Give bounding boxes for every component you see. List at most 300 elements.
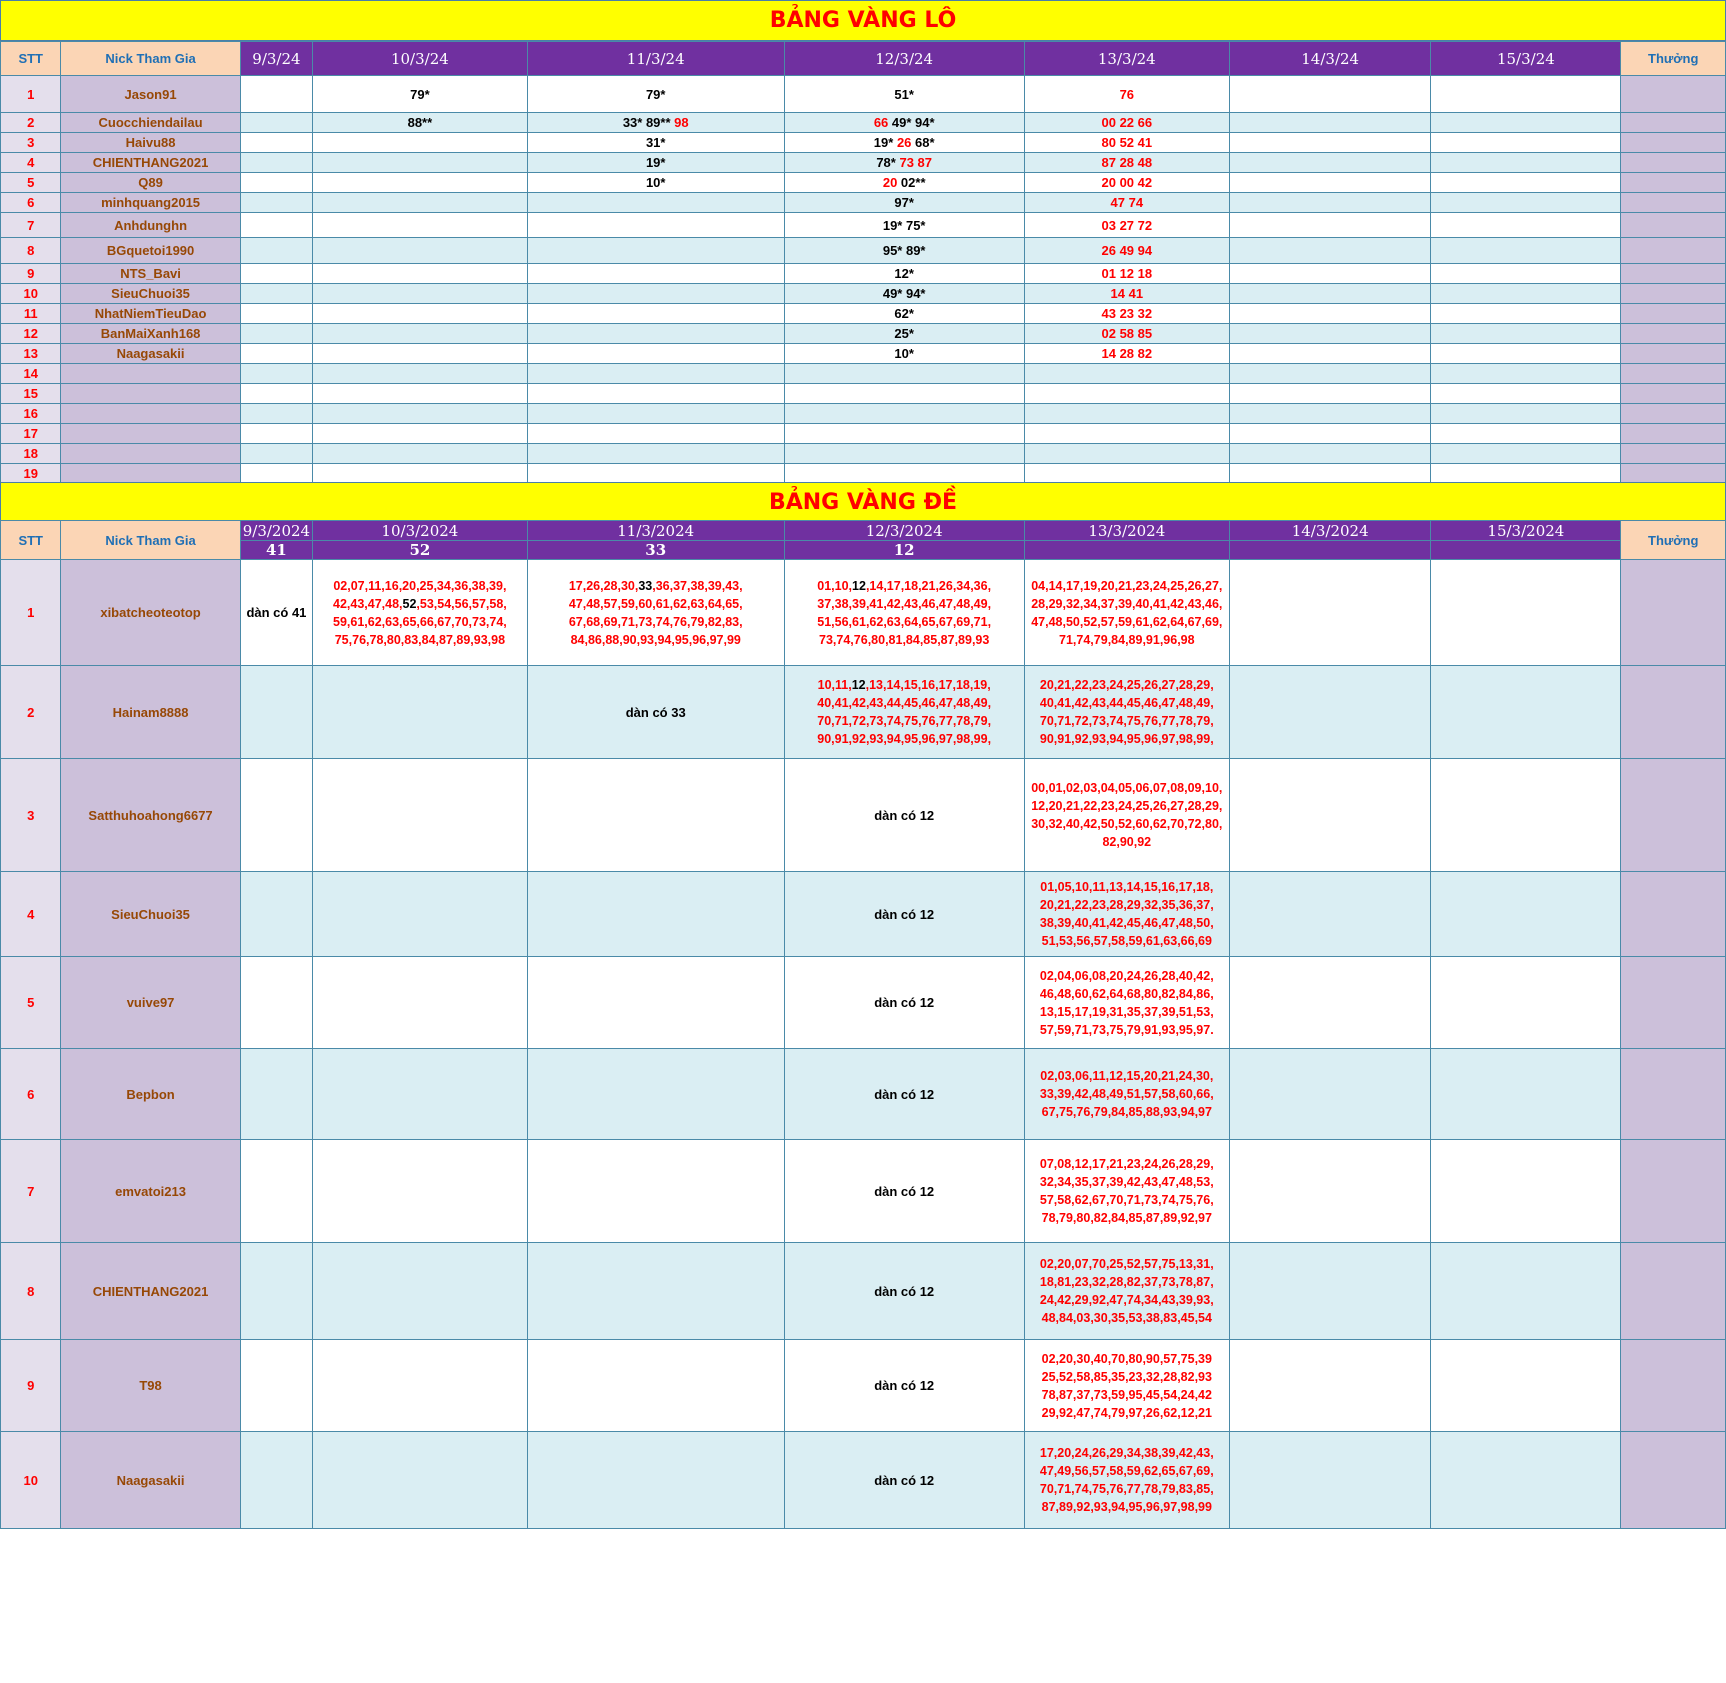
pick-cell xyxy=(313,238,527,264)
number-list xyxy=(785,577,1024,649)
table-row xyxy=(1,560,1726,666)
pick-number: 80 52 41 xyxy=(1101,135,1153,150)
pick-cell xyxy=(240,1243,313,1340)
date-header: 9/3/2024 xyxy=(240,521,313,541)
pick-cell xyxy=(1024,957,1230,1049)
pick-number: 42,43,47,48, xyxy=(333,596,403,611)
pick-cell xyxy=(1431,344,1621,364)
pick-cell xyxy=(784,1243,1024,1340)
pick-number: 47,48,50,52,57,59,61,62,64,67,69, xyxy=(1031,614,1223,629)
pick-cell xyxy=(1230,364,1431,384)
pick-number: 49* 94* xyxy=(882,286,926,301)
reward-cell xyxy=(1621,404,1726,424)
pick-cell xyxy=(240,872,313,957)
pick-number: 02 58 85 xyxy=(1101,326,1153,341)
number-line xyxy=(1029,676,1226,694)
pick-cell xyxy=(240,759,313,872)
nick-cell: Jason91 xyxy=(61,76,240,113)
pick-number: 48,84,03,30,35,53,38,83,45,54 xyxy=(1041,1311,1212,1325)
pick-cell xyxy=(527,76,784,113)
pick-cell xyxy=(1431,76,1621,113)
pick-number: 51,53,56,57,58,59,61,63,66,69 xyxy=(1041,934,1212,948)
pick-number: 40,41,42,43,44,45,46,47,48,49, xyxy=(1039,696,1214,710)
pick-number: 02,20,07,70,25,52,57,75,13,31, xyxy=(1039,1257,1214,1271)
row-number: 7 xyxy=(1,213,61,238)
number-line xyxy=(789,676,1020,694)
pick-number: 02** xyxy=(900,175,926,190)
pick-number: 04,14,17,19,20,21,23,24,25,26,27, xyxy=(1031,578,1223,593)
pick-number: 01,10, xyxy=(817,578,853,593)
pick-number: 68* xyxy=(915,135,935,150)
date-header: 14/3/24 xyxy=(1230,42,1431,76)
pick-number: 31* xyxy=(645,135,666,150)
number-list xyxy=(1025,577,1230,649)
pick-cell xyxy=(1024,1140,1230,1243)
pick-cell xyxy=(1431,284,1621,304)
pick-cell xyxy=(1431,113,1621,133)
row-number: 5 xyxy=(1,173,61,193)
row-number: 8 xyxy=(1,238,61,264)
pick-cell xyxy=(527,666,784,759)
reward-cell xyxy=(1621,666,1726,759)
pick-cell xyxy=(313,1340,527,1432)
pick-cell xyxy=(240,404,313,424)
pick-number: 37,38,39,41,42,43,46,47,48,49, xyxy=(817,596,992,611)
pick-cell xyxy=(240,133,313,153)
pick-number: ,13,14,15,16,17,18,19, xyxy=(865,678,991,692)
pick-cell xyxy=(1431,213,1621,238)
reward-cell xyxy=(1621,133,1726,153)
dan-label: dàn có 12 xyxy=(874,1183,935,1199)
pick-cell xyxy=(313,153,527,173)
pick-number: 76 xyxy=(1119,86,1135,102)
nick-cell: CHIENTHANG2021 xyxy=(61,1243,240,1340)
nick-cell: Haivu88 xyxy=(61,133,240,153)
pick-cell xyxy=(784,173,1024,193)
pick-cell xyxy=(527,759,784,872)
de-title: BẢNG VÀNG ĐỀ xyxy=(0,482,1726,523)
pick-cell xyxy=(1024,560,1230,666)
reward-cell xyxy=(1621,324,1726,344)
pick-cell xyxy=(1230,304,1431,324)
pick-number: 70,71,74,75,76,77,78,79,83,85, xyxy=(1039,1482,1214,1496)
pick-cell xyxy=(1431,304,1621,324)
pick-cell xyxy=(313,1049,527,1140)
number-list xyxy=(528,577,784,649)
nick-cell: Naagasakii xyxy=(61,1432,240,1529)
table-row xyxy=(1,173,1726,193)
number-line xyxy=(1029,797,1226,815)
pick-cell xyxy=(527,957,784,1049)
pick-cell xyxy=(1431,153,1621,173)
pick-cell xyxy=(784,284,1024,304)
pick-cell xyxy=(1024,284,1230,304)
pick-number: 78* xyxy=(876,155,900,170)
pick-cell xyxy=(1024,193,1230,213)
number-line xyxy=(1029,613,1226,631)
pick-cell xyxy=(240,957,313,1049)
dan-label: dàn có 12 xyxy=(874,1472,935,1488)
date-header: 15/3/24 xyxy=(1431,42,1621,76)
nick-cell xyxy=(61,464,240,484)
pick-number: 57,59,71,73,75,79,91,93,95,97. xyxy=(1039,1022,1214,1037)
result-number: 41 xyxy=(240,541,313,560)
pick-number: 70,71,72,73,74,75,76,77,78,79, xyxy=(1039,714,1214,728)
number-line xyxy=(532,631,780,649)
pick-cell xyxy=(313,173,527,193)
pick-cell xyxy=(1431,1432,1621,1529)
row-number: 15 xyxy=(1,384,61,404)
pick-cell xyxy=(784,264,1024,284)
pick-cell xyxy=(1230,404,1431,424)
pick-cell xyxy=(1024,304,1230,324)
pick-cell xyxy=(784,464,1024,484)
number-list xyxy=(1025,1255,1230,1327)
pick-cell xyxy=(313,344,527,364)
table-row xyxy=(1,153,1726,173)
pick-cell xyxy=(784,113,1024,133)
pick-cell xyxy=(1230,666,1431,759)
pick-number: 19* xyxy=(645,155,666,170)
row-number: 11 xyxy=(1,304,61,324)
pick-cell xyxy=(313,424,527,444)
pick-cell xyxy=(1230,264,1431,284)
nick-cell: BGquetoi1990 xyxy=(61,238,240,264)
number-line xyxy=(789,730,1020,748)
pick-cell xyxy=(1024,666,1230,759)
pick-cell xyxy=(1230,284,1431,304)
pick-number: 12,20,21,22,23,24,25,26,27,28,29, xyxy=(1031,799,1223,813)
pick-number: 01,05,10,11,13,14,15,16,17,18, xyxy=(1040,880,1214,894)
pick-cell xyxy=(1230,424,1431,444)
pick-cell xyxy=(1024,133,1230,153)
pick-number: 67,75,76,79,84,85,88,93,94,97 xyxy=(1041,1105,1212,1119)
number-line xyxy=(1029,878,1226,896)
pick-cell xyxy=(527,560,784,666)
dan-label: dàn có 12 xyxy=(874,1086,935,1102)
pick-cell xyxy=(1230,957,1431,1049)
number-line xyxy=(317,595,522,613)
row-number: 8 xyxy=(1,1243,61,1340)
number-line xyxy=(1029,1480,1226,1498)
reward-cell xyxy=(1621,957,1726,1049)
reward-cell xyxy=(1621,560,1726,666)
pick-cell xyxy=(1230,238,1431,264)
reward-cell xyxy=(1621,364,1726,384)
row-number: 1 xyxy=(1,76,61,113)
pick-cell xyxy=(313,264,527,284)
pick-cell xyxy=(784,424,1024,444)
nick-cell: NTS_Bavi xyxy=(61,264,240,284)
pick-cell xyxy=(240,284,313,304)
reward-cell xyxy=(1621,1340,1726,1432)
table-row xyxy=(1,1049,1726,1140)
pick-cell xyxy=(784,344,1024,364)
pick-number: 14 41 xyxy=(1110,286,1144,301)
number-line xyxy=(789,577,1020,595)
pick-number: 29,92,47,74,79,97,26,62,12,21 xyxy=(1041,1405,1212,1420)
number-line xyxy=(1029,914,1226,932)
pick-number: 40,41,42,43,44,45,46,47,48,49, xyxy=(817,696,992,710)
pick-number: 79* xyxy=(410,86,430,102)
number-line xyxy=(1029,1444,1226,1462)
table-row xyxy=(1,264,1726,284)
date-header: 10/3/24 xyxy=(313,42,527,76)
pick-cell xyxy=(784,384,1024,404)
pick-number: 78,79,80,82,84,85,87,89,92,97 xyxy=(1041,1211,1212,1225)
number-line xyxy=(1029,1155,1226,1173)
date-header: 11/3/2024 xyxy=(527,521,784,541)
row-number: 7 xyxy=(1,1140,61,1243)
pick-cell xyxy=(313,304,527,324)
pick-number: 75,76,78,80,83,84,87,89,93,98 xyxy=(334,632,506,647)
row-number: 4 xyxy=(1,872,61,957)
pick-cell xyxy=(1230,153,1431,173)
row-number: 1 xyxy=(1,560,61,666)
pick-cell xyxy=(1024,364,1230,384)
pick-cell xyxy=(1230,1049,1431,1140)
table-row xyxy=(1,284,1726,304)
pick-cell xyxy=(527,284,784,304)
reward-cell xyxy=(1621,1049,1726,1140)
pick-cell xyxy=(1431,133,1621,153)
pick-cell xyxy=(240,76,313,113)
pick-cell xyxy=(313,213,527,238)
pick-cell xyxy=(240,113,313,133)
pick-cell xyxy=(313,76,527,113)
pick-cell xyxy=(313,1432,527,1529)
pick-cell xyxy=(527,344,784,364)
reward-cell xyxy=(1621,1140,1726,1243)
number-line xyxy=(1029,779,1226,797)
pick-cell xyxy=(1230,1243,1431,1340)
pick-cell xyxy=(784,133,1024,153)
number-list xyxy=(313,577,526,649)
pick-cell xyxy=(784,324,1024,344)
pick-cell xyxy=(313,444,527,464)
pick-cell xyxy=(1024,404,1230,424)
date-header: 14/3/2024 xyxy=(1230,521,1431,541)
number-line xyxy=(1029,1085,1226,1103)
pick-cell xyxy=(240,444,313,464)
number-line xyxy=(1029,1386,1226,1404)
pick-cell xyxy=(240,364,313,384)
number-line xyxy=(1029,1003,1226,1021)
number-line xyxy=(1029,1309,1226,1327)
pick-cell xyxy=(240,424,313,444)
nick-cell xyxy=(61,404,240,424)
number-line xyxy=(1029,967,1226,985)
pick-cell xyxy=(1230,113,1431,133)
pick-cell xyxy=(1431,759,1621,872)
row-number: 12 xyxy=(1,324,61,344)
row-number: 6 xyxy=(1,193,61,213)
row-number: 5 xyxy=(1,957,61,1049)
number-line xyxy=(317,613,522,631)
pick-number: 33* 89** xyxy=(622,115,675,130)
pick-cell xyxy=(240,560,313,666)
pick-cell xyxy=(1431,173,1621,193)
reward-cell xyxy=(1621,213,1726,238)
number-list xyxy=(1025,1444,1230,1516)
de-result-row xyxy=(1,541,1726,560)
pick-cell xyxy=(240,304,313,324)
pick-number: 20 xyxy=(882,175,901,190)
pick-number: 87 28 48 xyxy=(1101,155,1153,170)
pick-cell xyxy=(1431,384,1621,404)
pick-cell xyxy=(1024,759,1230,872)
result-number: 52 xyxy=(313,541,527,560)
pick-number: 51* xyxy=(894,86,914,102)
number-line xyxy=(789,631,1020,649)
number-list xyxy=(785,676,1024,748)
pick-cell xyxy=(1024,76,1230,113)
number-list xyxy=(1025,1155,1230,1227)
reward-cell xyxy=(1621,464,1726,484)
pick-cell xyxy=(313,324,527,344)
pick-cell xyxy=(313,404,527,424)
nick-cell: emvatoi213 xyxy=(61,1140,240,1243)
pick-cell xyxy=(527,384,784,404)
pick-cell xyxy=(1230,1140,1431,1243)
table-row xyxy=(1,213,1726,238)
pick-number: 97* xyxy=(894,195,914,210)
pick-cell xyxy=(1431,193,1621,213)
number-line xyxy=(1029,1404,1226,1422)
pick-number: 12 xyxy=(852,578,866,593)
pick-number: 12* xyxy=(894,266,914,281)
de-header-row xyxy=(1,521,1726,541)
pick-number: 87,89,92,93,94,95,96,97,98,99 xyxy=(1041,1500,1212,1514)
pick-cell xyxy=(1024,213,1230,238)
pick-number: 10,11, xyxy=(817,678,852,692)
pick-number: 73 87 xyxy=(899,155,933,170)
pick-cell xyxy=(313,560,527,666)
de-table xyxy=(0,520,1726,1529)
pick-number: 73,74,76,80,81,84,85,87,89,93 xyxy=(819,632,990,647)
pick-number: ,36,37,38,39,43, xyxy=(652,578,743,593)
pick-number: 00 22 66 xyxy=(1101,115,1153,130)
pick-number: 02,20,30,40,70,80,90,57,75,39 xyxy=(1041,1351,1212,1366)
pick-number: 10* xyxy=(894,346,914,361)
pick-cell xyxy=(1431,1243,1621,1340)
pick-cell xyxy=(1431,872,1621,957)
nick-cell xyxy=(61,424,240,444)
nick-cell: T98 xyxy=(61,1340,240,1432)
pick-number: 57,58,62,67,70,71,73,74,75,76, xyxy=(1039,1193,1214,1207)
stt-header: STT xyxy=(1,42,61,76)
pick-cell xyxy=(240,193,313,213)
table-row xyxy=(1,238,1726,264)
pick-cell xyxy=(240,384,313,404)
pick-cell xyxy=(313,759,527,872)
dan-label: dàn có 41 xyxy=(246,605,307,620)
result-number: 12 xyxy=(784,541,1024,560)
pick-cell xyxy=(240,464,313,484)
pick-cell xyxy=(313,666,527,759)
reward-cell xyxy=(1621,1432,1726,1529)
reward-cell xyxy=(1621,872,1726,957)
pick-cell xyxy=(1230,560,1431,666)
pick-cell xyxy=(1024,264,1230,284)
table-row xyxy=(1,464,1726,484)
pick-number: 20,21,22,23,28,29,32,35,36,37, xyxy=(1039,898,1214,912)
row-number: 2 xyxy=(1,666,61,759)
pick-number: 49* 94* xyxy=(891,115,935,130)
nick-header: Nick Tham Gia xyxy=(61,42,240,76)
number-line xyxy=(532,613,780,631)
row-number: 18 xyxy=(1,444,61,464)
pick-number: 12 xyxy=(851,678,866,692)
reward-cell xyxy=(1621,284,1726,304)
nick-cell xyxy=(61,384,240,404)
pick-cell xyxy=(1431,238,1621,264)
number-line xyxy=(1029,1498,1226,1516)
pick-cell xyxy=(527,1340,784,1432)
pick-cell xyxy=(240,153,313,173)
pick-cell xyxy=(1024,344,1230,364)
pick-cell xyxy=(784,193,1024,213)
pick-cell xyxy=(527,364,784,384)
number-list xyxy=(1025,1350,1230,1422)
pick-cell xyxy=(1431,957,1621,1049)
table-row xyxy=(1,444,1726,464)
row-number: 6 xyxy=(1,1049,61,1140)
pick-cell xyxy=(527,133,784,153)
number-line xyxy=(1029,1103,1226,1121)
date-header: 11/3/24 xyxy=(527,42,784,76)
table-row xyxy=(1,76,1726,113)
reward-cell xyxy=(1621,424,1726,444)
number-line xyxy=(1029,1191,1226,1209)
number-list xyxy=(1025,1067,1230,1121)
pick-number: 19* xyxy=(873,135,897,150)
pick-number: 71,74,79,84,89,91,96,98 xyxy=(1059,632,1195,647)
pick-cell xyxy=(240,213,313,238)
pick-cell xyxy=(313,284,527,304)
pick-number: 43 23 32 xyxy=(1101,306,1153,321)
number-line xyxy=(1029,1273,1226,1291)
nick-cell: vuive97 xyxy=(61,957,240,1049)
table-row xyxy=(1,759,1726,872)
pick-number: 79* xyxy=(645,86,666,102)
reward-cell xyxy=(1621,76,1726,113)
table-row xyxy=(1,193,1726,213)
date-header: 9/3/24 xyxy=(240,42,313,76)
result-number xyxy=(1230,541,1431,560)
dan-label: dàn có 12 xyxy=(874,995,935,1010)
reward-cell xyxy=(1621,1243,1726,1340)
table-row xyxy=(1,1340,1726,1432)
pick-cell xyxy=(527,424,784,444)
pick-number: 20,21,22,23,24,25,26,27,28,29, xyxy=(1039,678,1214,692)
pick-number: 82,90,92 xyxy=(1102,835,1152,849)
pick-number: 01 12 18 xyxy=(1101,266,1153,281)
nick-cell: Anhdunghn xyxy=(61,213,240,238)
number-line xyxy=(1029,1173,1226,1191)
date-header: 13/3/24 xyxy=(1024,42,1230,76)
reward-cell xyxy=(1621,384,1726,404)
number-list xyxy=(1025,878,1230,950)
pick-cell xyxy=(1230,193,1431,213)
nick-cell: Q89 xyxy=(61,173,240,193)
pick-number: 33,39,42,48,49,51,57,58,60,66, xyxy=(1039,1087,1214,1101)
nick-cell xyxy=(61,364,240,384)
nick-cell: Satthuhoahong6677 xyxy=(61,759,240,872)
date-header: 13/3/2024 xyxy=(1024,521,1230,541)
reward-cell xyxy=(1621,173,1726,193)
row-number: 16 xyxy=(1,404,61,424)
